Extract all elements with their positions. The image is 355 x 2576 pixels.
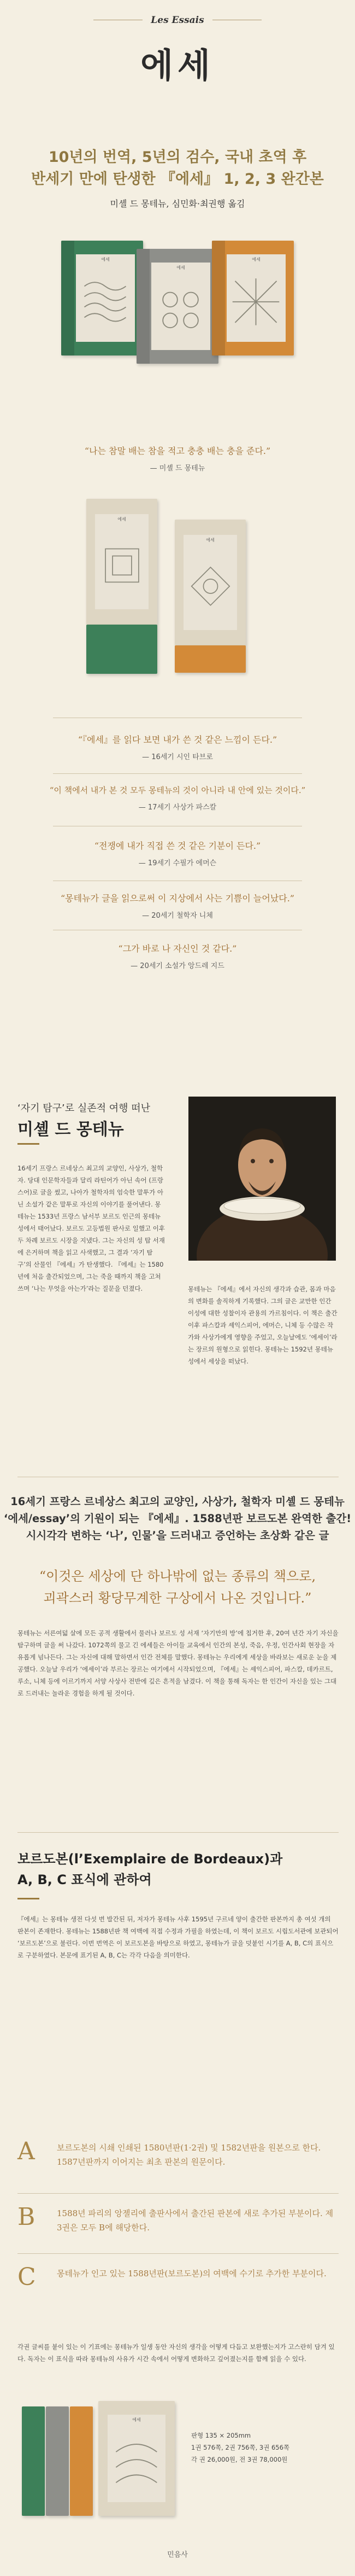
essay-body: 몽테뉴는 서른여덟 살에 모든 공적 생활에서 물러나 보르도 성 서재 ‘자기만의 방’에 칩거한 후, 20여 년간 자기 자신을 탐구하며 글을 써 나갔다. 1072쪽의 물고 긴 에세들은 아이들 교육에서 인간의 본성, 죽음, 우정, 인간사회 현장을 자유롭게 넘나든다. 그는 자신에 대해 말하면서 인간 전체를 말했다. 몽테뉴는 우리에게 세상을 바라보는 새로운 눈을 제공했다. 오늘날 우리가 ‘에세이’라 부르는 장르는 여기에서 시작되었으며, 『에세』는 셰익스피어, 파스칼, 데카르트, 루소, 니체 등에 이르기까지 서양 사상사 전반에 깊은 흔적을 남겼다. 이 책을 통해 독자는 한 인간이 자신을 있는 그대로 드러내는 놀라운 경험을 하게 될 것이다. xyxy=(17,1629,339,1697)
divider xyxy=(17,1832,339,1833)
cover-pattern-icon xyxy=(111,2427,162,2497)
essay-quote-line-1: “이것은 세상에 단 하나밖에 없는 종류의 책으로, xyxy=(39,1569,316,1584)
cover-pattern-icon xyxy=(79,267,131,337)
bordeaux-title-line-1: 보르도본(l’Exemplaire de Bordeaux)과 xyxy=(17,1851,283,1867)
quote-pascal xyxy=(0,784,355,812)
slipcase-base-orange xyxy=(175,645,246,673)
essay-heading xyxy=(0,1493,355,1544)
volume-label: 에세 xyxy=(252,257,261,263)
divider xyxy=(17,2193,339,2194)
volume-label: 에세 xyxy=(132,2417,141,2423)
mark-letter: A xyxy=(17,2137,35,2165)
mark-letter: B xyxy=(17,2203,36,2231)
author-bio-right: 몽테뉴는 『에세』에서 자신의 생각과 습관, 몸과 마음의 변화를 솔직하게 기록했다. 그의 글은 교만한 인간 이성에 대한 성찰이자 관용의 가르침이다. 이 책은 출간 이후 파스칼과 셰익스피어, 에머슨, 니체 등 수많은 작가와 사상가에게 영향을 주었고, 오늘날에도 ‘에세이’라는 장르의 원형으로 읽힌다. 몽테뉴는 1592년 몽테뉴 성에서 세상을 떠났다. xyxy=(188,1285,338,1365)
spine-green xyxy=(22,2406,45,2516)
spec-format: 판형 135 × 205mm xyxy=(191,2432,251,2439)
headline xyxy=(0,147,355,190)
volume-label: 에세 xyxy=(117,516,126,522)
accent-bar xyxy=(17,1143,39,1145)
slipcase-front xyxy=(98,2401,175,2516)
slipcase-right xyxy=(175,520,246,645)
quote-montaigne xyxy=(0,444,355,473)
quote-text: “몽테뉴가 글을 읽으로써 이 지상에서 사는 기쁨이 늘어났다.” xyxy=(61,893,294,904)
series-title: Les Essais xyxy=(151,14,204,26)
bordeaux-closing: 각권 글씨를 붙이 있는 이 기표에는 몽테뉴가 일생 동안 자신의 생각을 어떻게 다듬고 보완했는지가 고스란히 담겨 있다. 독자는 이 표식을 따라 몽테뉴의 사유가 시간 속에서 어떻게 변화하고 깊어졌는지를 함께 읽을 수 있다. xyxy=(17,2343,335,2363)
book-volume-1 xyxy=(61,241,143,355)
book-volume-3 xyxy=(212,241,294,355)
series-ornament xyxy=(0,14,355,26)
portrait-icon xyxy=(188,1097,336,1261)
essay-heading-line-2: ‘에세/essay’의 기원이 되는 『에세』. 1588년판 보르도본 완역한 출간! xyxy=(3,1512,352,1525)
cover-pattern-icon xyxy=(98,527,146,604)
spine-gray xyxy=(46,2406,69,2516)
book-volume-2 xyxy=(137,249,218,364)
slipcase-base-green xyxy=(86,625,157,674)
book-cover xyxy=(61,241,143,355)
divider xyxy=(53,773,302,774)
cover-pattern-icon xyxy=(155,275,206,345)
quote-attribution: — 19세기 수필가 에머슨 xyxy=(138,859,217,867)
quote-text: “전쟁에 내가 직접 쓴 것 같은 기분이 든다.” xyxy=(94,841,261,851)
mark-item-a xyxy=(17,2138,339,2182)
headline-line-1: 10년의 번역, 5년의 검수, 국내 초역 후 xyxy=(48,149,307,166)
quote-emerson xyxy=(0,839,355,867)
quote-attribution: — 17세기 사상가 파스칼 xyxy=(138,803,217,812)
quote-text: “그가 바로 나 자신인 것 같다.” xyxy=(118,943,237,954)
spine-orange xyxy=(70,2406,93,2516)
essay-heading-line-1: 16세기 프랑스 르네상스 최고의 교양인, 사상가, 철학자 미셸 드 몽테뉴 xyxy=(10,1495,345,1508)
slipcase-left xyxy=(86,499,157,625)
author-translator-credits: 미셸 드 몽테뉴, 심민화·최권행 옮김 xyxy=(110,199,245,209)
quote-text: “나는 참말 배는 참을 적고 충충 배는 충을 준다.” xyxy=(84,446,271,456)
bordeaux-title-line-2: A, B, C 표식에 관하여 xyxy=(17,1872,152,1887)
author-portrait xyxy=(188,1097,336,1261)
quote-attribution: — 16세기 시인 타브로 xyxy=(142,753,213,761)
accent-bar xyxy=(17,1898,39,1899)
mark-description: 몽테뉴가 인고 있는 1588년판(보르도본)의 여백에 수기로 추가한 부분이다. xyxy=(57,2269,327,2278)
spec-pages: 1권 576쪽, 2권 756쪽, 3권 656쪽 xyxy=(191,2444,290,2451)
mark-item-b xyxy=(17,2204,339,2248)
essay-heading-line-3: 시시각각 변하는 ‘나’, 인물’을 드러내고 증언하는 초상화 같은 글 xyxy=(26,1529,329,1542)
publisher-logo: 민음사 xyxy=(167,2551,188,2559)
volume-label: 에세 xyxy=(101,257,110,263)
author-section-label: ‘자기 탐구’로 실존적 여행 떠난 xyxy=(17,1103,150,1114)
cover-pattern-icon xyxy=(230,267,282,337)
mark-description: 보르도본의 시쇄 인쇄된 1580년판(1·2권) 및 1582년판을 원본으로 한다. 1587년판까지 이어지는 최초 판본의 원문이다. xyxy=(57,2143,321,2167)
mark-letter: C xyxy=(17,2263,36,2291)
volume-label: 에세 xyxy=(176,265,185,271)
quote-attribution: — 미셸 드 몽테뉴 xyxy=(150,464,205,473)
author-name: 미셸 드 몽테뉴 xyxy=(17,1120,124,1139)
quote-text: “『에세』를 읽다 보면 내가 쓴 것 같은 느낌이 든다.” xyxy=(78,735,277,745)
quote-attribution: — 20세기 철학자 니체 xyxy=(142,912,213,920)
quote-text: “이 책에서 내가 본 것 모두 몽테뉴의 것이 아니라 내 안에 있는 것이다.” xyxy=(49,785,306,795)
cover-pattern-icon xyxy=(187,548,234,625)
essay-quote-line-2: 괴곽스러 황당무계한 구상에서 나온 것입니다.” xyxy=(43,1590,312,1606)
essay-pull-quote xyxy=(0,1565,355,1609)
quote-attribution: — 20세기 소설가 앙드레 지드 xyxy=(131,962,224,970)
mark-description: 1588년 파리의 앙젤리에 출판사에서 출간된 판본에 새로 추가된 부분이다. 제3권은 모두 B에 해당한다. xyxy=(57,2208,334,2233)
author-bio-left: 16세기 프랑스 르네상스 최고의 교양인, 사상가, 철학자. 당대 인문학자들과 달리 라틴어가 아닌 속어 (프랑스어)로 글을 썼고, 나아가 철학자의 엄숙한 말투가 아닌 소설가 같은 말투로 자신의 이야기를 풀어낸다. 몽테뉴는 1533년 프랑스 남서부 보르도 인근의 몽테뉴 성에서 태어났다. 보르도 고등법원 판사로 일했고 이후 두 차례 보르도 시장을 지냈다. 그는 자신의 성 탑 서재에 은거하며 책을 읽고 사색했고, 그 결과 ‘자기 탐구’의 산물인 『에세』가 탄생했다. 『에세』는 1580년에 처음 출간되었으며, 그는 죽을 때까지 책을 고쳐 쓰며 ‘나는 무엇을 아는가’라는 질문을 던졌다. xyxy=(17,1164,165,1292)
volume-label: 에세 xyxy=(206,537,215,543)
mark-item-c xyxy=(17,2264,339,2308)
headline-line-2: 반세기 만에 탄생한 『에세』 1, 2, 3 완간본 xyxy=(31,171,324,188)
quote-nietzsche xyxy=(0,891,355,920)
product-specs xyxy=(191,2429,289,2466)
bordeaux-title xyxy=(17,1849,282,1890)
divider xyxy=(17,2253,339,2254)
book-title: 에세 xyxy=(140,45,215,85)
quote-gide xyxy=(0,942,355,970)
quote-tabouret xyxy=(0,733,355,761)
bordeaux-body: 『에세』는 몽테뉴 생전 다섯 번 발간된 뒤, 저자가 몽테뉴 사후 1595년 구르네 양이 출간한 판본까지 총 여섯 개의 판본이 존재한다. 몽테뉴는 1588년판 책 여백에 직접 수정과 가필을 하였는데, 이 책이 보르도 시립도서관에 보관되어 ‘보르도본’으로 불린다. 이번 번역은 이 보르도본을 바탕으로 하였고, 몽테뉴가 글을 덧붙인 시기를 A, B, C의 표식으로 구분하였다. 본문에 표기된 A, B, C는 각각 다음을 의미한다. xyxy=(17,1915,339,1959)
spec-price: 각 권 26,000원, 전 3권 78,000원 xyxy=(191,2456,288,2463)
